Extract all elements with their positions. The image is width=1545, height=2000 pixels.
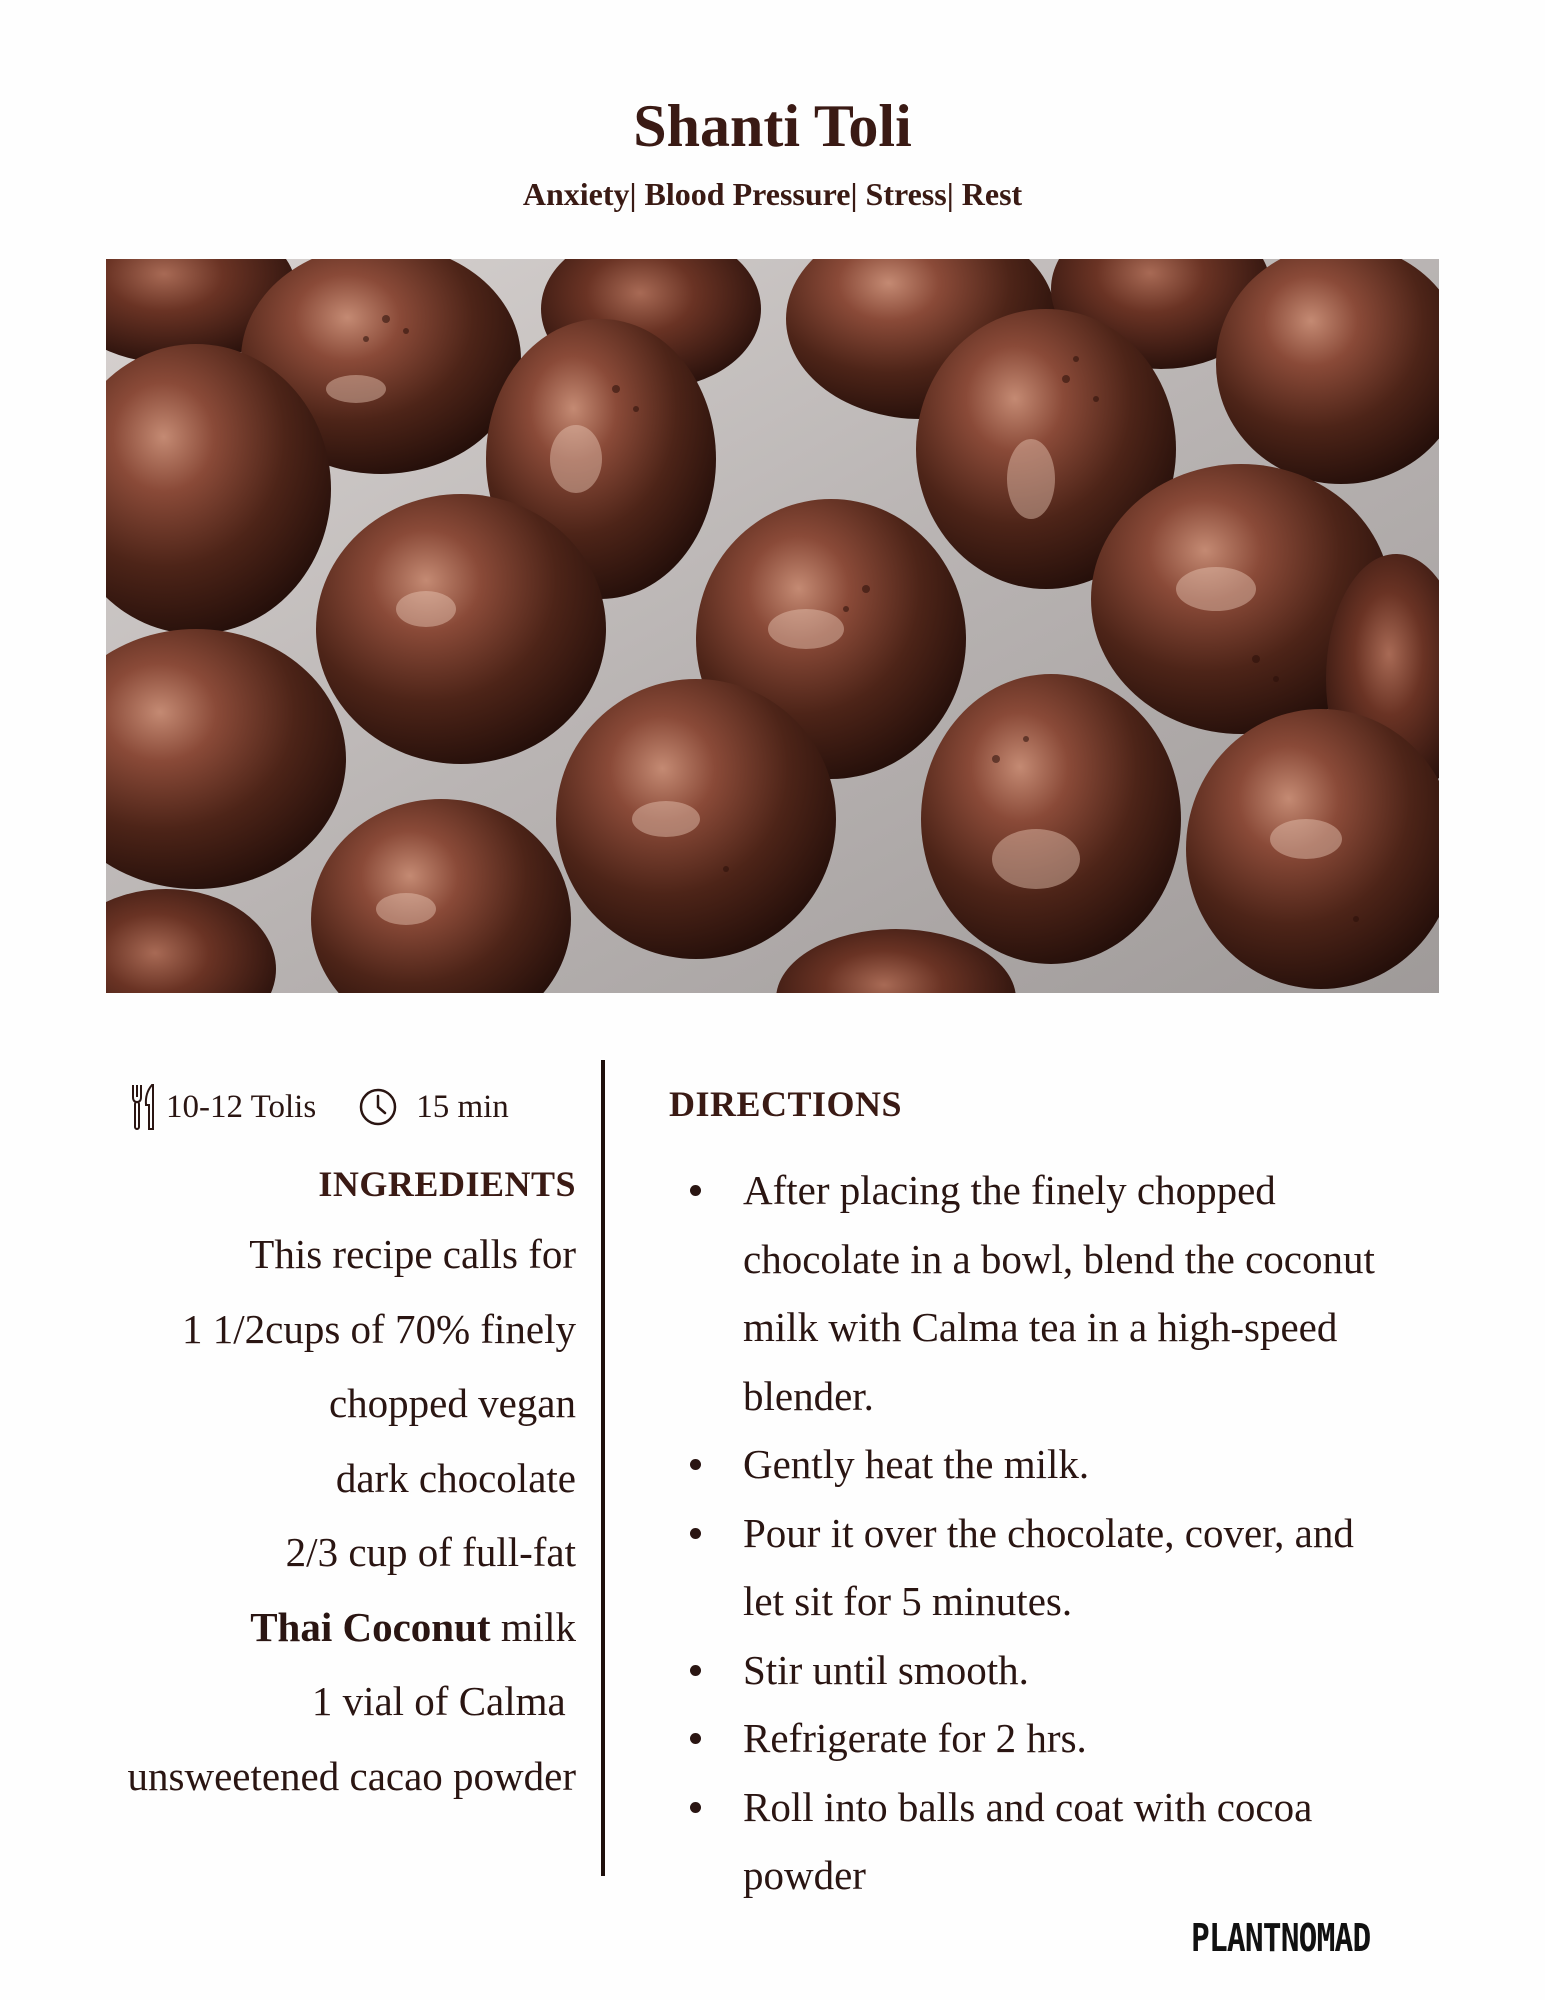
direction-step: [690, 1156, 1390, 1430]
direction-text: Gently heat the milk.: [743, 1441, 1090, 1487]
logo-text: PLANTNOMAD: [1191, 1916, 1371, 1960]
ingredient-bold: Thai Coconut: [250, 1603, 491, 1650]
clock-icon: [358, 1087, 398, 1127]
ingredient-line: unsweetened cacao powder: [127, 1752, 576, 1799]
directions-list: [690, 1156, 1390, 1910]
direction-step: [690, 1704, 1390, 1773]
ingredients-list: [16, 1225, 576, 1821]
recipe-meta: [130, 1082, 509, 1132]
direction-step: [690, 1773, 1390, 1910]
ingredient-line: chopped vegan: [328, 1380, 576, 1426]
servings-label: 10-12 Tolis: [166, 1088, 317, 1125]
ingredient-line: dark chocolate: [335, 1454, 576, 1501]
direction-step: [690, 1430, 1390, 1499]
column-divider: [601, 1060, 605, 1876]
fork-knife-icon: [130, 1083, 156, 1131]
bullet-icon: [690, 1528, 701, 1539]
direction-text: After placing the finely chopped chocolate in a bowl, blend the coconut milk with Calma tea in a high-speed blender.: [743, 1167, 1375, 1419]
bullet-icon: [690, 1185, 701, 1196]
direction-text: Refrigerate for 2 hrs.: [743, 1715, 1087, 1761]
bullet-icon: [690, 1459, 701, 1470]
ingredient-line: This recipe calls for: [249, 1231, 576, 1277]
plantnomad-logo: [1191, 1916, 1431, 1962]
recipe-title: Shanti Toli: [633, 93, 912, 159]
direction-text: Pour it over the chocolate, cover, and let sit for 5 minutes.: [743, 1509, 1354, 1624]
ingredients-heading: INGREDIENTS: [318, 1164, 576, 1204]
ingredient-line: 1 1/2cups of 70% finely: [182, 1305, 576, 1352]
recipe-tags: Anxiety| Blood Pressure| Stress| Rest: [522, 176, 1023, 212]
direction-text: Roll into balls and coat with cocoa powder: [743, 1783, 1313, 1898]
truffles-photo: [106, 259, 1439, 993]
ingredient-line: 1 vial of Calma: [311, 1678, 576, 1724]
bullet-icon: [690, 1802, 701, 1813]
ingredient-line: [16, 1598, 576, 1673]
directions-heading: DIRECTIONS: [669, 1084, 903, 1124]
direction-text: Stir until smooth.: [743, 1646, 1029, 1693]
bullet-icon: [690, 1665, 701, 1676]
ingredient-line: 2/3 cup of full-fat: [285, 1529, 576, 1575]
time-label: 15 min: [416, 1088, 509, 1125]
direction-step: [690, 1636, 1390, 1705]
direction-step: [690, 1499, 1390, 1636]
ingredient-rest: milk: [490, 1603, 576, 1650]
bullet-icon: [690, 1733, 701, 1744]
